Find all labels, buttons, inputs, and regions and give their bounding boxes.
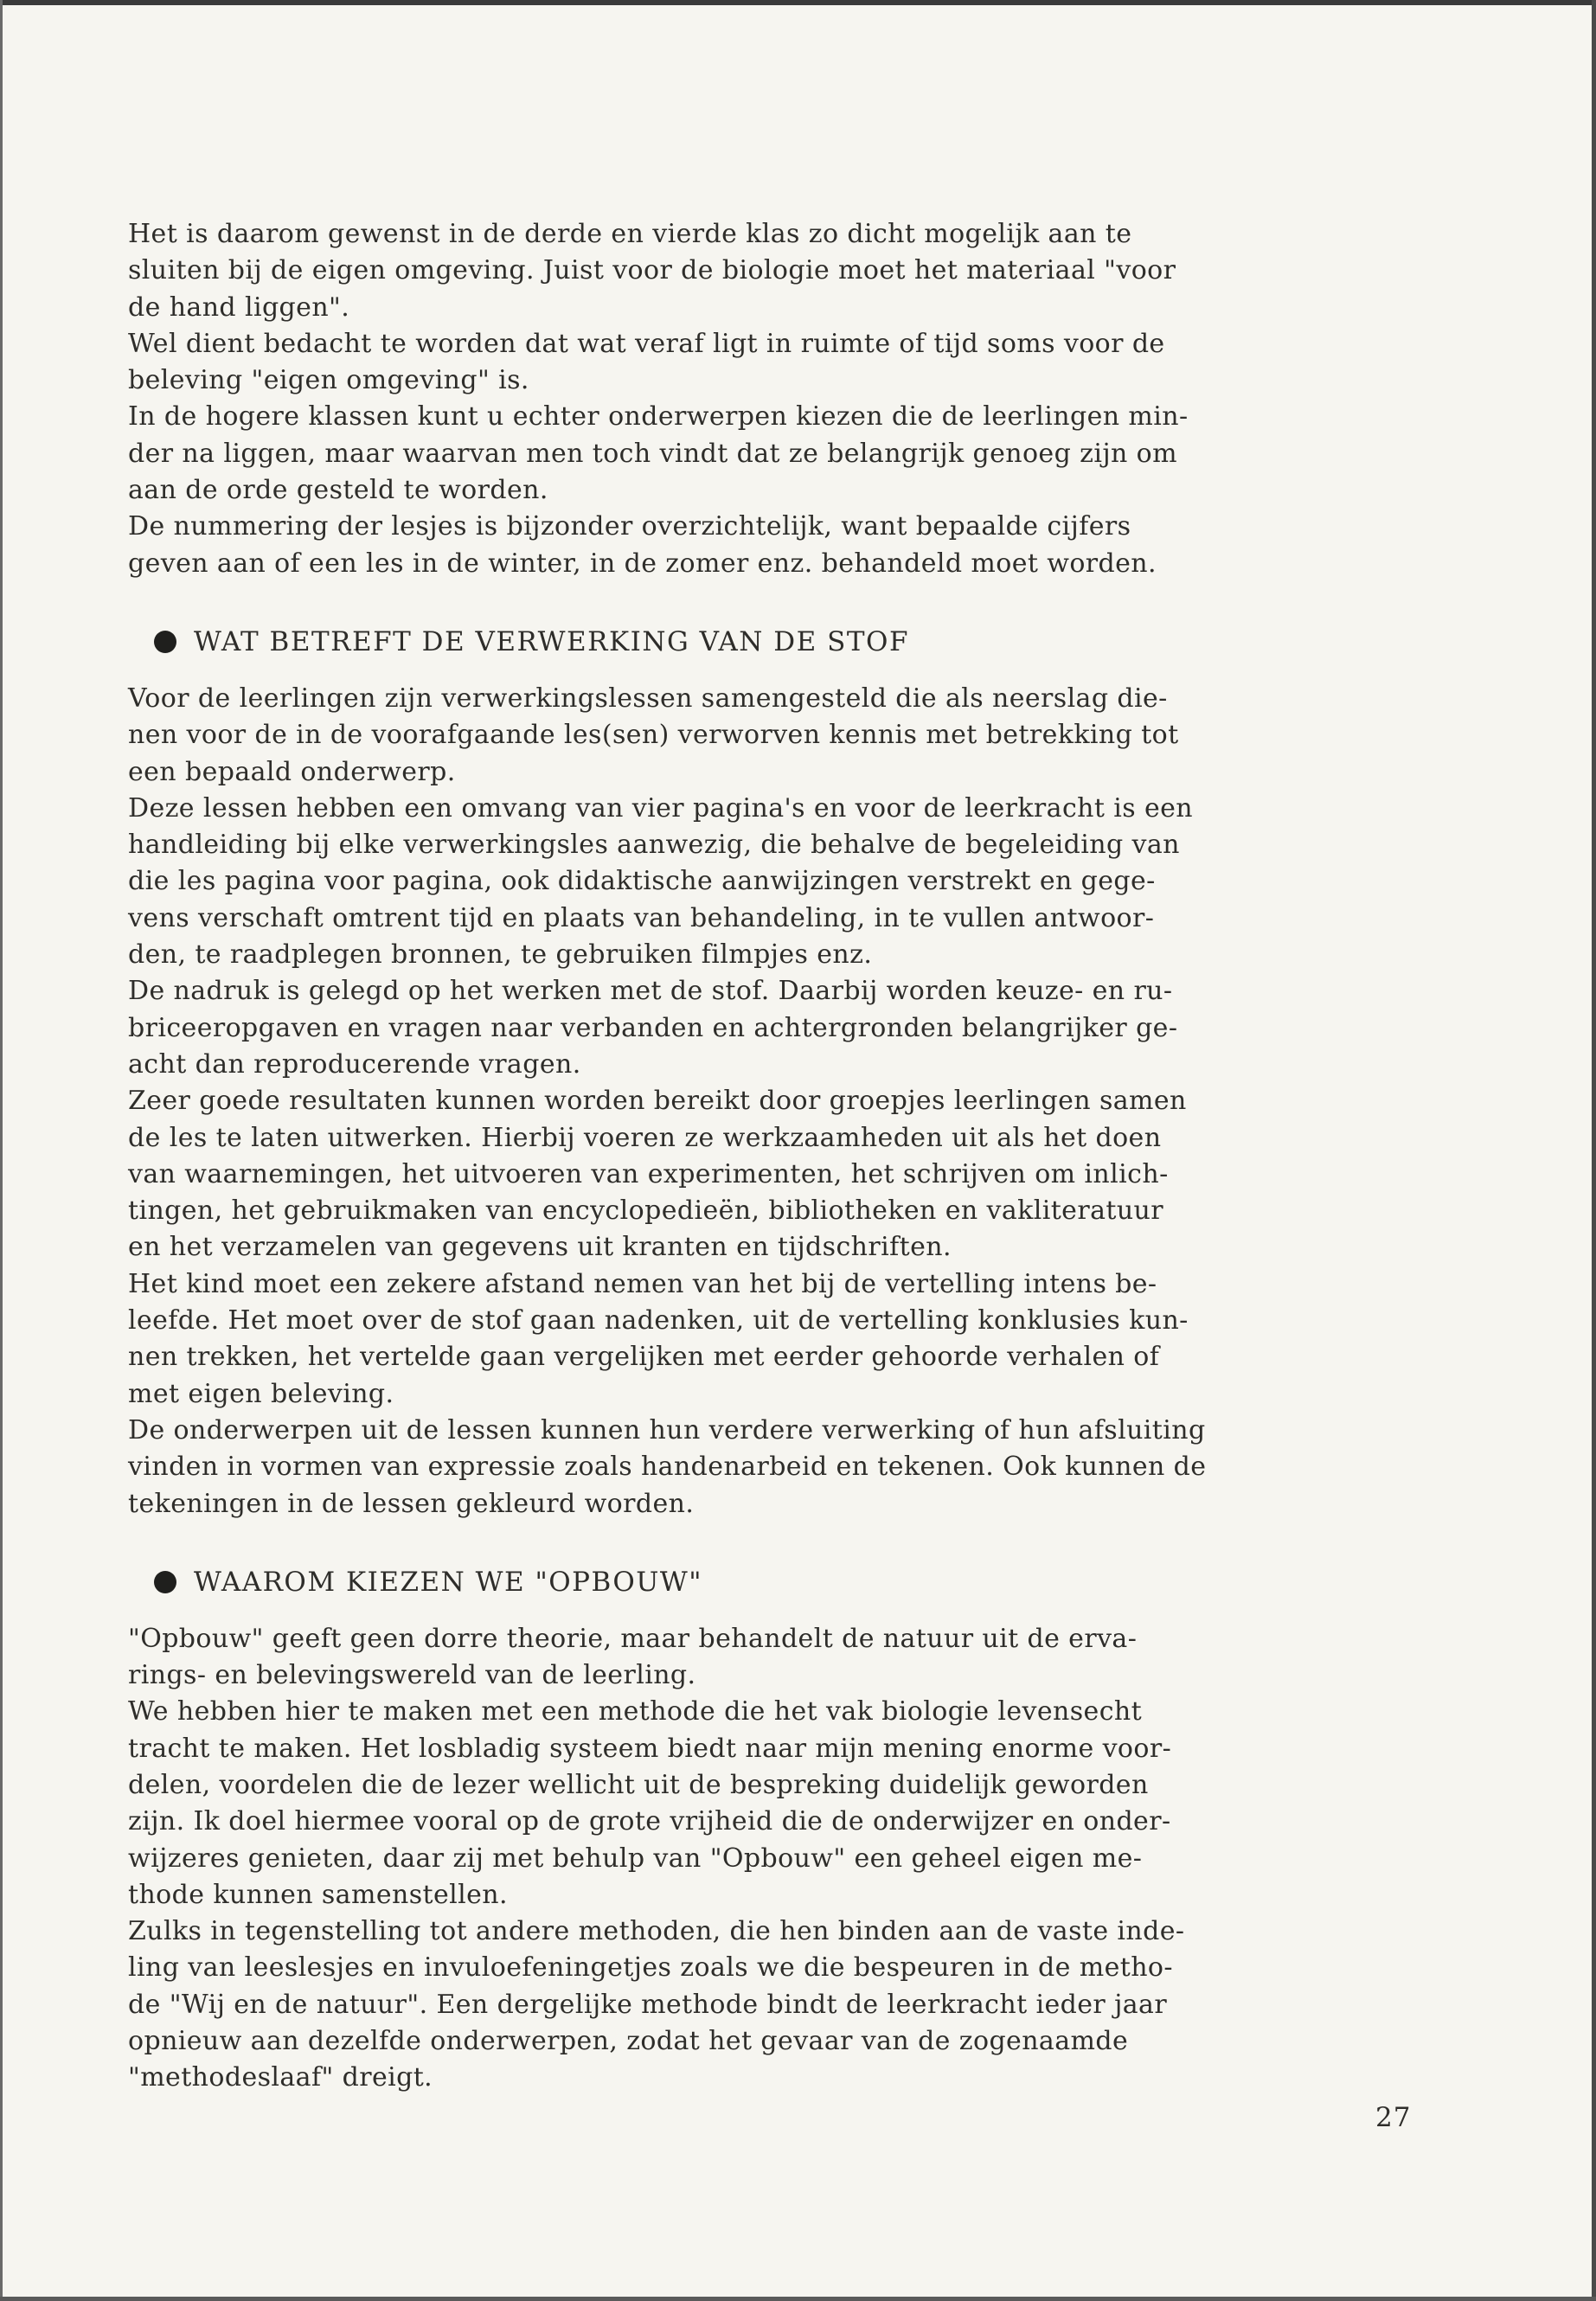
section-heading-verwerking <box>154 620 1417 663</box>
page-content <box>128 216 1417 2097</box>
text-line: Zulks in tegenstelling tot andere methoden, die hen binden aan de vaste inde- <box>128 1916 1185 1947</box>
text-line: "Opbouw" geeft geen dorre theorie, maar behandelt de natuur uit de erva- <box>128 1623 1138 1654</box>
text-line: de hand liggen". <box>128 292 350 323</box>
text-line: vens verschaft omtrent tijd en plaats van behandeling, in te vullen antwoor- <box>128 902 1155 933</box>
text-line: tracht te maken. Het losbladig systeem biedt naar mijn mening enorme voor- <box>128 1733 1172 1764</box>
text-line: tingen, het gebruikmaken van encyclopedieën, bibliotheken en vakliteratuur <box>128 1195 1164 1227</box>
bullet-dot-icon <box>154 1571 176 1593</box>
section-heading-text: WAAROM KIEZEN WE "OPBOUW" <box>194 1566 703 1598</box>
text-line: thode kunnen samenstellen. <box>128 1879 508 1910</box>
text-line: de les te laten uitwerken. Hierbij voeren ze werkzaamheden uit als het doen <box>128 1122 1162 1153</box>
text-line: wijzeres genieten, daar zij met behulp van "Opbouw" een geheel eigen me- <box>128 1843 1143 1874</box>
text-line: delen, voordelen die de lezer wellicht uit de bespreking duidelijk geworden <box>128 1769 1149 1800</box>
text-line: handleiding bij elke verwerkingsles aanwezig, die behalve de begeleiding van <box>128 830 1180 861</box>
scan-edge-left <box>0 0 3 2301</box>
text-line: ling van leeslesjes en invuloefeningetjes zoals we die bespeuren in de metho- <box>128 1952 1173 1984</box>
text-line: De nummering der lesjes is bijzonder overzichtelijk, want bepaalde cijfers <box>128 511 1131 542</box>
text-line: De nadruk is gelegd op het werken met de stof. Daarbij worden keuze- en ru- <box>128 976 1173 1007</box>
text-line: de "Wij en de natuur". Een dergelijke methode bindt de leerkracht ieder jaar <box>128 1989 1168 2020</box>
text-line: Het is daarom gewenst in de derde en vierde klas zo dicht mogelijk aan te <box>128 219 1132 249</box>
text-line: leefde. Het moet over de stof gaan nadenken, uit de vertelling konklusies kun- <box>128 1305 1189 1336</box>
text-line: en het verzamelen van gegevens uit kranten en tijdschriften. <box>128 1232 952 1263</box>
text-line: De onderwerpen uit de lessen kunnen hun verdere verwerking of hun afsluiting <box>128 1414 1206 1445</box>
text-line: tekeningen in de lessen gekleurd worden. <box>128 1488 695 1519</box>
text-line: beleving "eigen omgeving" is. <box>128 365 529 396</box>
text-line: Zeer goede resultaten kunnen worden bereikt door groepjes leerlingen samen <box>128 1086 1187 1117</box>
text-line: van waarnemingen, het uitvoeren van experimenten, het schrijven om inlich- <box>128 1158 1169 1189</box>
scan-edge-right <box>1592 0 1596 2301</box>
scan-edge-top <box>0 0 1596 5</box>
text-line: den, te raadplegen bronnen, te gebruiken filmpjes enz. <box>128 939 873 971</box>
text-line: aan de orde gesteld te worden. <box>128 475 548 506</box>
page-number: 27 <box>1375 2102 1412 2133</box>
text-line: "methodeslaaf" dreigt. <box>128 2062 433 2093</box>
paragraph-group-opbouw <box>128 1621 1417 2097</box>
text-line: rings- en belevingswereld van de leerling. <box>128 1660 696 1691</box>
text-line: Voor de leerlingen zijn verwerkingslessen samengesteld die als neerslag die- <box>128 683 1168 714</box>
text-line: geven aan of een les in de winter, in de zomer enz. behandeld moet worden. <box>128 548 1157 579</box>
text-line: vinden in vormen van expressie zoals handenarbeid en tekenen. Ook kunnen de <box>128 1452 1207 1483</box>
text-line: In de hogere klassen kunt u echter onderwerpen kiezen die de leerlingen min- <box>128 401 1189 433</box>
text-line: die les pagina voor pagina, ook didaktische aanwijzingen verstrekt en gege- <box>128 866 1156 897</box>
text-line: briceeropgaven en vragen naar verbanden en achtergronden belangrijker ge- <box>128 1012 1178 1043</box>
text-line: der na liggen, maar waarvan men toch vindt dat ze belangrijk genoeg zijn om <box>128 438 1177 469</box>
paragraph-group-intro <box>128 216 1417 582</box>
text-line: met eigen beleving. <box>128 1378 394 1409</box>
text-line: een bepaald onderwerp. <box>128 756 456 787</box>
text-line: nen trekken, het vertelde gaan vergelijken met eerder gehoorde verhalen of <box>128 1342 1160 1373</box>
text-line: We hebben hier te maken met een methode die het vak biologie levensecht <box>128 1696 1143 1727</box>
text-line: acht dan reproducerende vragen. <box>128 1048 581 1080</box>
text-line: Het kind moet een zekere afstand nemen van het bij de vertelling intens be- <box>128 1268 1157 1299</box>
scan-edge-bottom <box>0 2297 1596 2301</box>
section-heading-text: WAT BETREFT DE VERWERKING VAN DE STOF <box>194 625 909 657</box>
section-heading-opbouw <box>154 1561 1417 1604</box>
text-line: Deze lessen hebben een omvang van vier pagina's en voor de leerkracht is een <box>128 792 1194 824</box>
bullet-dot-icon <box>154 631 176 653</box>
text-line: zijn. Ik doel hiermee vooral op de grote vrijheid die de onderwijzer en onder- <box>128 1806 1171 1837</box>
text-line: opnieuw aan dezelfde onderwerpen, zodat het gevaar van de zogenaamde <box>128 2026 1129 2057</box>
text-line: nen voor de in de voorafgaande les(sen) verworven kennis met betrekking tot <box>128 720 1179 751</box>
text-line: sluiten bij de eigen omgeving. Juist voor de biologie moet het materiaal "voor <box>128 255 1176 286</box>
text-line: Wel dient bedacht te worden dat wat veraf ligt in ruimte of tijd soms voor de <box>128 328 1165 359</box>
paragraph-group-verwerking <box>128 681 1417 1522</box>
